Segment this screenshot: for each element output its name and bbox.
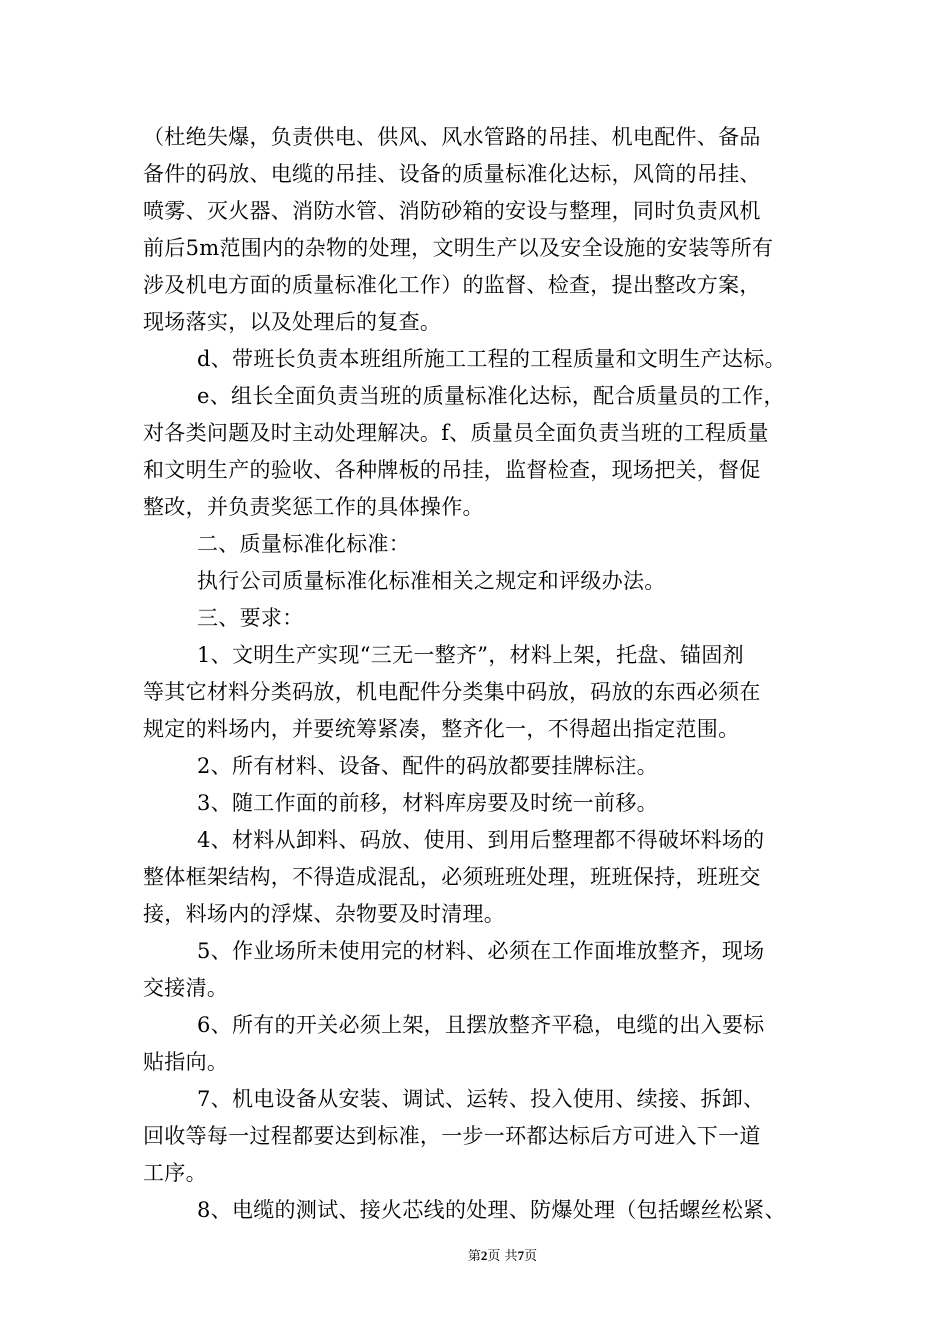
body-text-line: 3、随工作面的前移，材料库房要及时统一前移。 (197, 791, 658, 815)
body-text-line: （杜绝失爆，负责供电、供风、风水管路的吊挂、机电配件、备品 (143, 125, 761, 149)
body-text-line: 现场落实，以及处理后的复查。 (143, 310, 442, 334)
body-text-line: 规定的料场内，并要统筹紧凑，整齐化一，不得超出指定范围。 (143, 717, 740, 741)
body-text-line: 5、作业场所未使用完的材料、必须在工作面堆放整齐，现场 (197, 939, 765, 963)
section-heading: 二、质量标准化标准： (197, 532, 410, 556)
body-text-line: 对各类问题及时主动处理解决。f、质量员全面负责当班的工程质量 (143, 421, 769, 445)
body-text-line: 涉及机电方面的质量标准化工作）的监督、检查，提出整改方案， (143, 273, 761, 297)
body-text-line: 喷雾、灭火器、消防水管、消防砂箱的安设与整理，同时负责风机 (143, 199, 761, 223)
total-pages-number: 7 (517, 1248, 525, 1263)
body-text-line: 执行公司质量标准化标准相关之规定和评级办法。 (197, 569, 666, 593)
body-text-line: 7、机电设备从安装、调试、运转、投入使用、续接、拆卸、 (197, 1087, 765, 1111)
body-text-line: 整体框架结构，不得造成混乱，必须班班处理，班班保持，班班交 (143, 865, 761, 889)
footer-suffix: 页 (524, 1249, 538, 1264)
body-text-line: 贴指向。 (143, 1050, 229, 1074)
footer-middle: 页 共 (487, 1249, 518, 1264)
body-text-line: 4、材料从卸料、码放、使用、到用后整理都不得破坏料场的 (197, 828, 765, 852)
body-text-line: 8、电缆的测试、接火芯线的处理、防爆处理（包括螺丝松紧、 (197, 1198, 786, 1222)
body-text-line: 工序。 (143, 1161, 207, 1185)
footer-prefix: 第 (467, 1249, 481, 1264)
body-text-line: 整改，并负责奖惩工作的具体操作。 (143, 495, 484, 519)
body-text-line: 等其它材料分类码放，机电配件分类集中码放，码放的东西必须在 (143, 680, 761, 704)
section-heading: 三、要求： (197, 606, 304, 630)
body-text-line: 前后5m范围内的杂物的处理，文明生产以及安全设施的安装等所有 (143, 236, 774, 260)
body-text-line: d、带班长负责本班组所施工工程的工程质量和文明生产达标。 (197, 347, 786, 371)
body-text-line: 接，料场内的浮煤、杂物要及时清理。 (143, 902, 506, 926)
body-text-line: 和文明生产的验收、各种牌板的吊挂，监督检查，现场把关，督促 (143, 458, 761, 482)
body-text-line: e、组长全面负责当班的质量标准化达标，配合质量员的工作， (197, 384, 785, 408)
body-text-line: 2、所有材料、设备、配件的码放都要挂牌标注。 (197, 754, 658, 778)
body-text-line: 回收等每一过程都要达到标准，一步一环都达标后方可进入下一道 (143, 1124, 761, 1148)
body-text-line: 1、文明生产实现“三无一整齐”，材料上架，托盘、锚固剂 (197, 643, 744, 667)
body-text-line: 交接清。 (143, 976, 229, 1000)
body-text-line: 6、所有的开关必须上架，且摆放整齐平稳，电缆的出入要标 (197, 1013, 765, 1037)
body-text-line: 备件的码放、电缆的吊挂、设备的质量标准化达标，风筒的吊挂、 (143, 162, 761, 186)
current-page-number: 2 (480, 1248, 488, 1263)
page-footer (0, 1248, 950, 1265)
